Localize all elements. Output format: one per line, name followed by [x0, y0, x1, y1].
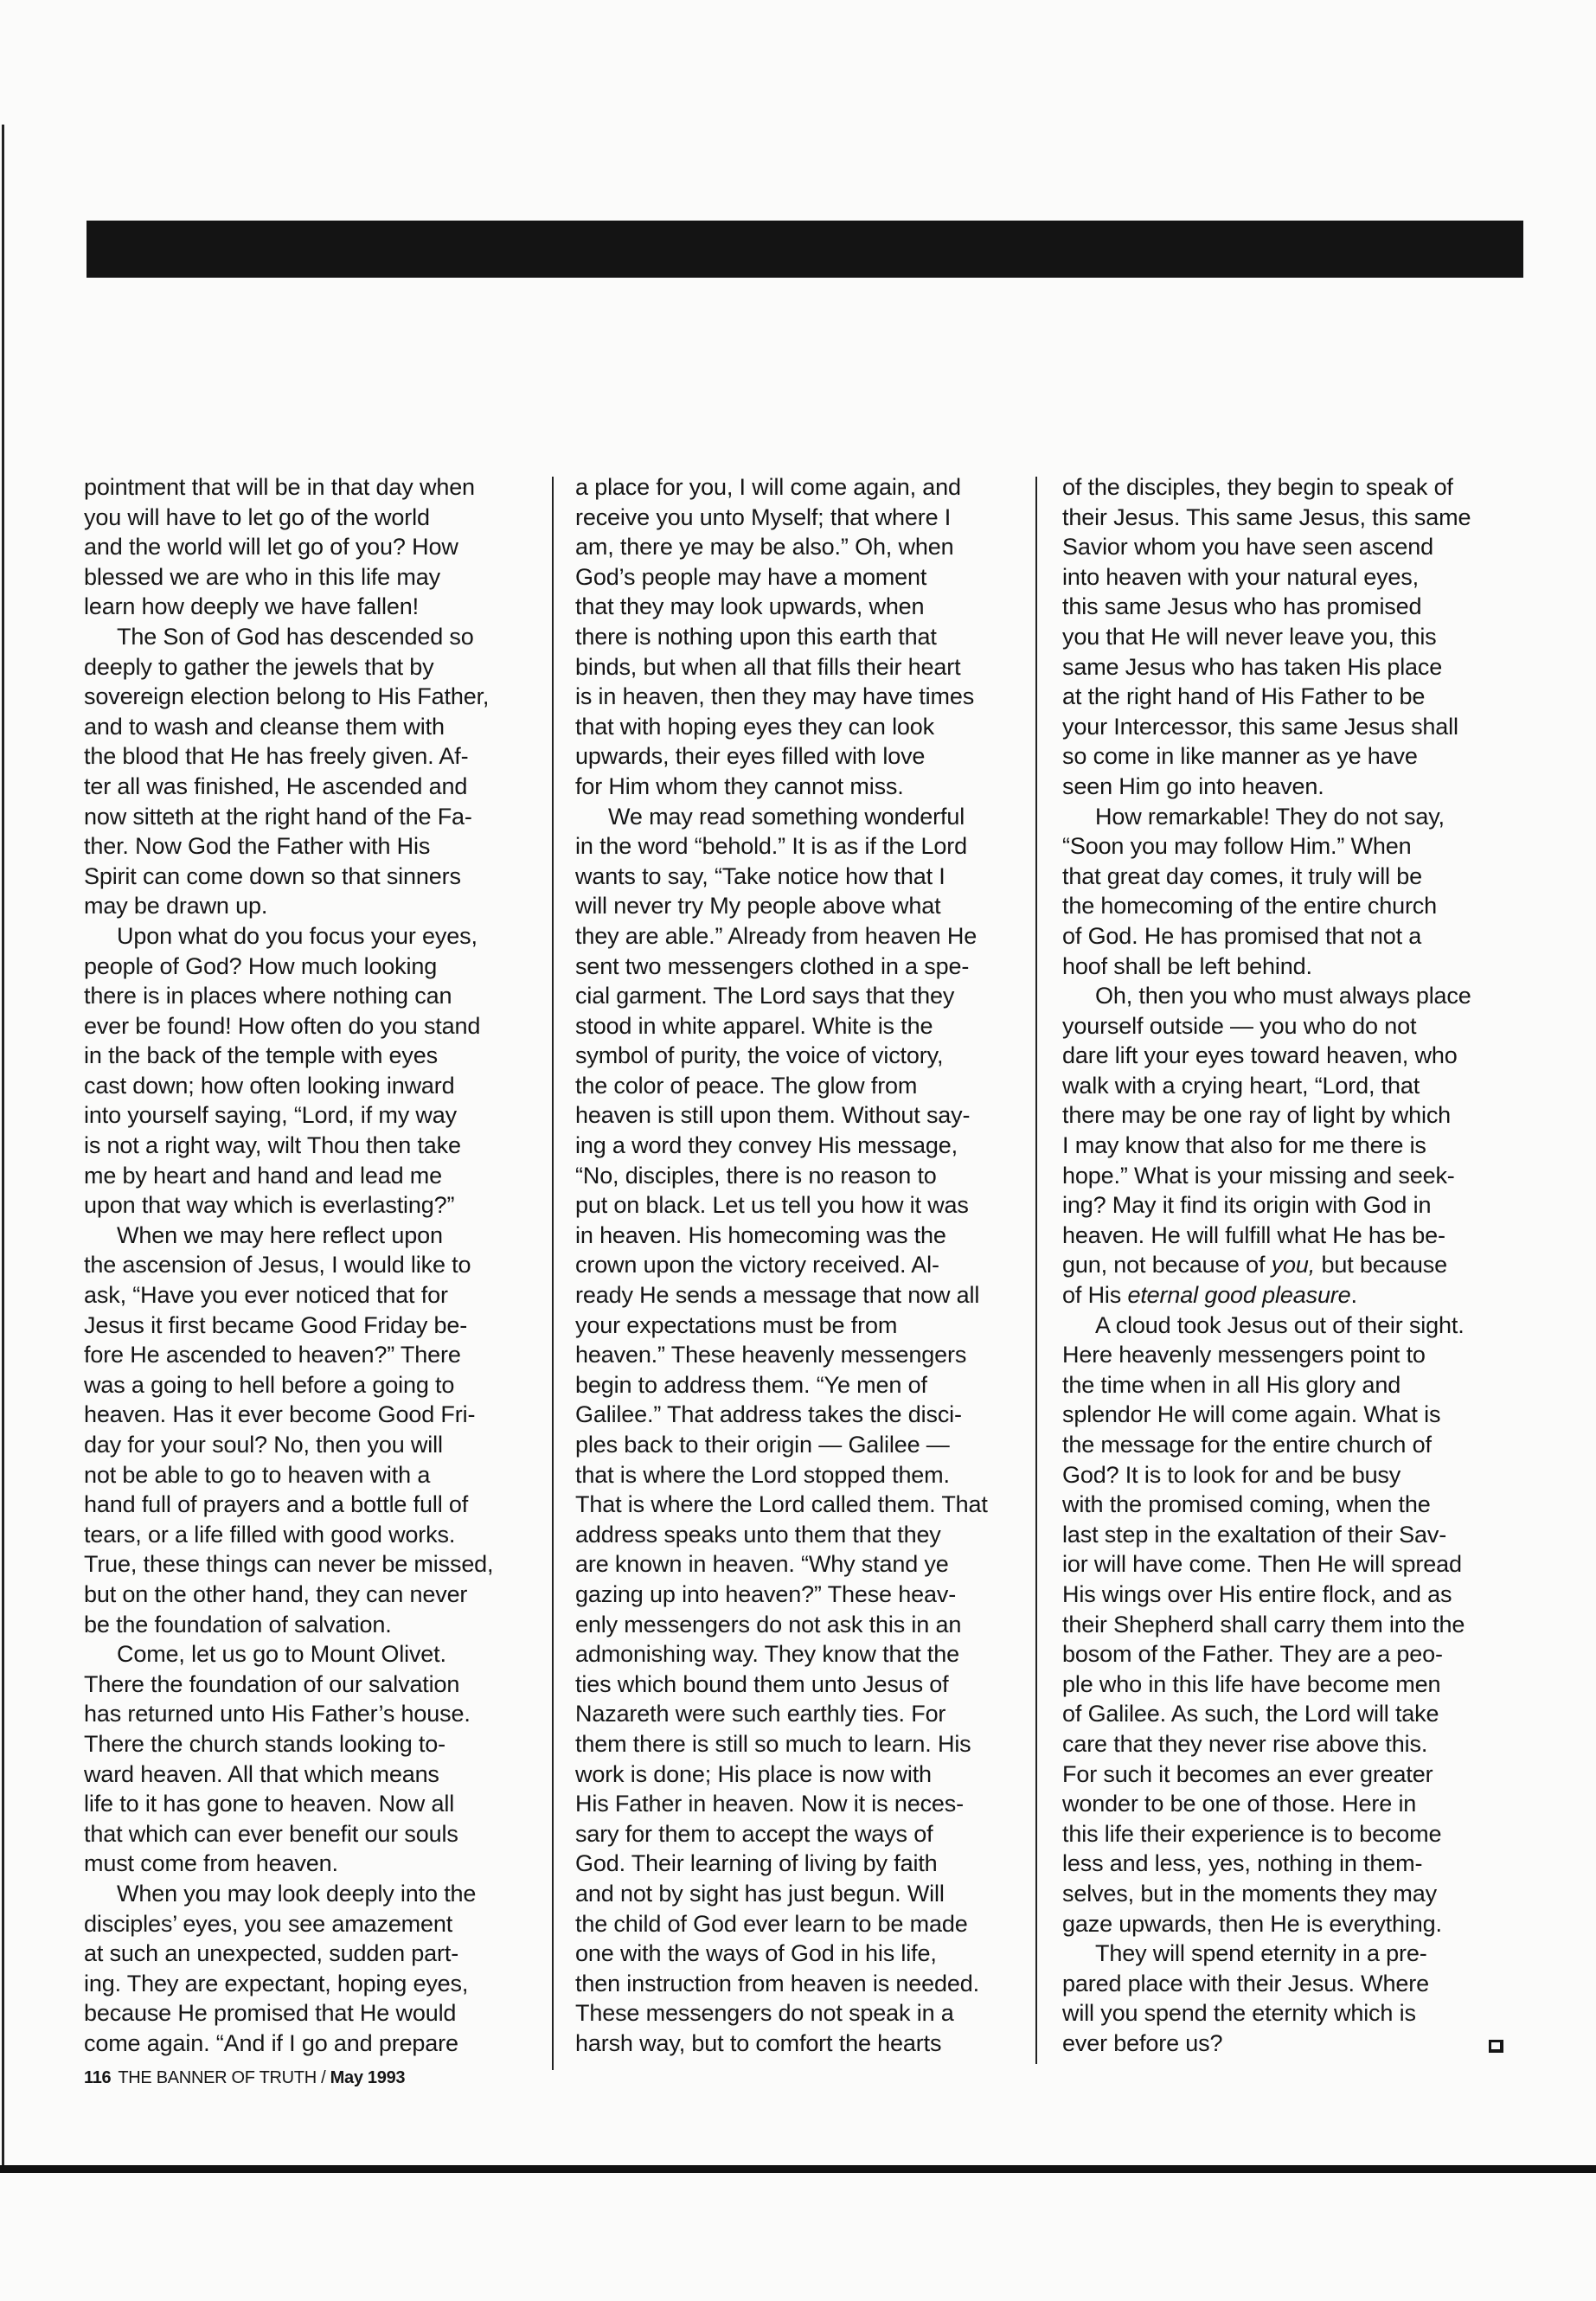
text-line: heaven. He will fulfill what He has be-	[1062, 1221, 1445, 1248]
text-line: God’s people may have a moment	[575, 563, 927, 590]
text-line: your expectations must be from	[575, 1311, 898, 1338]
text-line: selves, but in the moments they may	[1062, 1880, 1437, 1907]
text-line: upon that way which is everlasting?”	[84, 1192, 455, 1219]
text-line: begin to address them. “Ye men of	[575, 1371, 927, 1398]
text-line: pointment that will be in that day when	[84, 474, 475, 500]
text-line: because He promised that He would	[84, 2000, 457, 2027]
text-line: wonder to be one of those. Here in	[1062, 1791, 1417, 1817]
text-line: the child of God ever learn to be made	[575, 1910, 968, 1937]
text-segment: .	[1350, 1282, 1357, 1309]
text-line: one with the ways of God in his life,	[575, 1940, 937, 1967]
text-line: people of God? How much looking	[84, 952, 438, 979]
text-line: must come from heaven.	[84, 1850, 338, 1877]
text-line: this same Jesus who has promised	[1062, 593, 1422, 620]
text-line: symbol of purity, the voice of victory,	[575, 1042, 944, 1069]
text-line: work is done; His place is now with	[575, 1760, 932, 1787]
text-line: ties which bound them unto Jesus of	[575, 1670, 949, 1697]
paragraph	[575, 802, 1042, 2059]
text-line: in heaven. His homecoming was the	[575, 1221, 946, 1248]
text-line: and to wash and cleanse them with	[84, 713, 445, 740]
paragraph	[84, 921, 551, 1221]
text-line: hope.” What is your missing and seek-	[1062, 1162, 1455, 1189]
text-line: but on the other hand, they can never	[84, 1580, 468, 1607]
article-column-1	[84, 472, 551, 2058]
text-line: bosom of the Father. They are a peo-	[1062, 1641, 1443, 1668]
text-line: heaven.” These heavenly messengers	[575, 1342, 967, 1368]
text-line: ples back to their origin — Galilee —	[575, 1432, 950, 1458]
text-line: ready He sends a message that now all	[575, 1282, 980, 1309]
paragraph	[1062, 472, 1529, 802]
text-line: there is nothing upon this earth that	[575, 623, 937, 650]
text-line: blessed we are who in this life may	[84, 563, 440, 590]
text-line: stood in white apparel. White is the	[575, 1012, 933, 1039]
text-line: admonishing way. They know that the	[575, 1641, 960, 1668]
text-line: this life their experience is to become	[1062, 1820, 1442, 1847]
text-line: that with hoping eyes they can look	[575, 713, 935, 740]
text-line: ing a word they convey His message,	[575, 1132, 958, 1159]
text-line: they are able.” Already from heaven He	[575, 922, 977, 949]
text-line: is not a right way, wilt Thou then take	[84, 1132, 461, 1159]
text-line: “No, disciples, there is no reason to	[575, 1162, 937, 1189]
text-line: ing? May it find its origin with God in	[1062, 1192, 1432, 1219]
text-line: was a going to hell before a going to	[84, 1371, 455, 1398]
text-line: God? It is to look for and be busy	[1062, 1461, 1401, 1488]
paragraph	[1062, 802, 1529, 982]
text-line: deeply to gather the jewels that by	[84, 653, 434, 680]
text-line: seen Him go into heaven.	[1062, 772, 1324, 799]
text-line: Nazareth were such earthly ties. For	[575, 1701, 946, 1727]
text-line: day for your soul? No, then you will	[84, 1432, 443, 1458]
text-line: me by heart and hand and lead me	[84, 1162, 442, 1189]
text-line: will you spend the eternity which is	[1062, 2000, 1416, 2027]
paragraph	[1062, 1939, 1529, 2058]
text-line	[1062, 1280, 1529, 1311]
text-line: cial garment. The Lord says that they	[575, 983, 955, 1009]
text-line: ing. They are expectant, hoping eyes,	[84, 1970, 469, 1997]
text-line: will never try My people above what	[575, 893, 941, 920]
text-line: that great day comes, it truly will be	[1062, 862, 1422, 889]
text-line: you will have to let go of the world	[84, 503, 430, 530]
text-line: of Galilee. As such, the Lord will take	[1062, 1701, 1439, 1727]
text-line: with the promised coming, when the	[1062, 1491, 1431, 1518]
article-column-3	[1062, 472, 1529, 2058]
text-line: there may be one ray of light by which	[1062, 1102, 1452, 1129]
text-segment: of His	[1062, 1282, 1128, 1309]
text-line: the color of peace. The glow from	[575, 1072, 918, 1099]
text-line: that they may look upwards, when	[575, 593, 925, 620]
text-line: into yourself saying, “Lord, if my way	[84, 1102, 457, 1129]
text-line: Oh, then you who must always place	[1095, 983, 1471, 1009]
text-line: your Intercessor, this same Jesus shall	[1062, 713, 1458, 740]
paragraph	[84, 1221, 551, 1639]
text-line: We may read something wonderful	[608, 803, 965, 830]
text-line: I may know that also for me there is	[1062, 1132, 1426, 1159]
text-line: His wings over His entire flock, and as	[1062, 1580, 1452, 1607]
paragraph	[1062, 1311, 1529, 1939]
text-line: of God. He has promised that not a	[1062, 922, 1422, 949]
text-line: upwards, their eyes filled with love	[575, 743, 926, 770]
text-line: life to it has gone to heaven. Now all	[84, 1791, 455, 1817]
text-line: a place for you, I will come again, and	[575, 474, 961, 500]
text-line: and not by sight has just begun. Will	[575, 1880, 945, 1907]
text-line: less and less, yes, nothing in them-	[1062, 1850, 1423, 1877]
text-line: tears, or a life filled with good works.	[84, 1521, 456, 1548]
text-line: then instruction from heaven is needed.	[575, 1970, 979, 1997]
text-line: so come in like manner as ye have	[1062, 743, 1418, 770]
paragraph	[575, 472, 1042, 802]
page-bottom-rule	[0, 2165, 1596, 2173]
text-line: splendor He will come again. What is	[1062, 1401, 1441, 1428]
text-line: ever be found! How often do you stand	[84, 1012, 481, 1039]
text-line: Savior whom you have seen ascend	[1062, 534, 1433, 561]
text-line: harsh way, but to comfort the hearts	[575, 2029, 942, 2056]
text-line: Spirit can come down so that sinners	[84, 862, 461, 889]
text-line: When we may here reflect upon	[117, 1221, 443, 1248]
column-divider	[552, 477, 554, 2070]
text-line: ple who in this life have become men	[1062, 1670, 1441, 1697]
text-line: How remarkable! They do not say,	[1095, 803, 1445, 830]
text-line: sent two messengers clothed in a spe-	[575, 952, 970, 979]
text-line: address speaks unto them that they	[575, 1521, 941, 1548]
text-line: the homecoming of the entire church	[1062, 893, 1437, 920]
text-line: put on black. Let us tell you how it was	[575, 1192, 969, 1219]
last-line	[1062, 2029, 1529, 2059]
text-line: Jesus it first became Good Friday be-	[84, 1311, 468, 1338]
text-line: the blood that He has freely given. Af-	[84, 743, 469, 770]
text-line: yourself outside — you who do not	[1062, 1012, 1417, 1039]
text-line: Come, let us go to Mount Olivet.	[117, 1641, 446, 1668]
text-line: walk with a crying heart, “Lord, that	[1062, 1072, 1420, 1099]
page-footer	[84, 2068, 405, 2088]
text-line: There the foundation of our salvation	[84, 1670, 460, 1697]
header-black-bar	[87, 221, 1523, 278]
text-line: They will spend eternity in a pre-	[1095, 1940, 1427, 1967]
text-line: that which can ever benefit our souls	[84, 1820, 458, 1847]
italic-text: you,	[1271, 1252, 1316, 1279]
text-line: The Son of God has descended so	[117, 623, 474, 650]
text-line: cast down; how often looking inward	[84, 1072, 455, 1099]
text-line: dare lift your eyes toward heaven, who	[1062, 1042, 1458, 1069]
text-line: Galilee.” That address takes the disci-	[575, 1401, 962, 1428]
text-line: ther. Now God the Father with His	[84, 833, 431, 860]
text-line: be the foundation of salvation.	[84, 1611, 392, 1638]
text-line: and the world will let go of you? How	[84, 534, 458, 561]
page-left-edge	[2, 125, 4, 2171]
text-line: Here heavenly messengers point to	[1062, 1342, 1426, 1368]
text-line: wants to say, “Take notice how that I	[575, 862, 945, 889]
text-line: pared place with their Jesus. Where	[1062, 1970, 1429, 1997]
text-line: gazing up into heaven?” These heav-	[575, 1580, 957, 1607]
text-line: last step in the exaltation of their Sav-	[1062, 1521, 1447, 1548]
text-line: fore He ascended to heaven?” There	[84, 1342, 461, 1368]
end-of-article-square-icon	[1489, 2040, 1503, 2053]
text-line: now sitteth at the right hand of the Fa-	[84, 803, 472, 830]
article-column-2	[575, 472, 1042, 2058]
text-line: heaven is still upon them. Without say-	[575, 1102, 971, 1129]
text-line: disciples’ eyes, you see amazement	[84, 1910, 453, 1937]
text-line: into heaven with your natural eyes,	[1062, 563, 1419, 590]
text-line: True, these things can never be missed,	[84, 1551, 494, 1578]
text-line: come again. “And if I go and prepare	[84, 2029, 458, 2056]
page-number: 116	[84, 2068, 112, 2087]
column-divider	[1035, 477, 1037, 2064]
text-line: ask, “Have you ever noticed that for	[84, 1282, 448, 1309]
text-line: When you may look deeply into the	[117, 1880, 477, 1907]
text-line: For such it becomes an ever greater	[1062, 1760, 1433, 1787]
text-line: is in heaven, then they may have times	[575, 683, 975, 710]
text-line: enly messengers do not ask this in an	[575, 1611, 962, 1638]
text-line: are known in heaven. “Why stand ye	[575, 1551, 949, 1578]
text-line: A cloud took Jesus out of their sight.	[1095, 1311, 1465, 1338]
text-line: hand full of prayers and a bottle full of	[84, 1491, 469, 1518]
text-line: sary for them to accept the ways of	[575, 1820, 933, 1847]
text-line: not be able to go to heaven with a	[84, 1461, 431, 1488]
text-line: receive you unto Myself; that where I	[575, 503, 952, 530]
text-line: their Jesus. This same Jesus, this same	[1062, 503, 1471, 530]
text-line: for Him whom they cannot miss.	[575, 772, 904, 799]
text-line: These messengers do not speak in a	[575, 2000, 954, 2027]
text-line: same Jesus who has taken His place	[1062, 653, 1443, 680]
text-line: There the church stands looking to-	[84, 1730, 445, 1757]
paragraph	[84, 1879, 551, 2059]
text-line: at such an unexpected, sudden part-	[84, 1940, 459, 1967]
text-line: has returned unto His Father’s house.	[84, 1701, 471, 1727]
text-line: ior will have come. Then He will spread	[1062, 1551, 1462, 1578]
text-line: His Father in heaven. Now it is neces-	[575, 1791, 964, 1817]
text-line: may be drawn up.	[84, 893, 268, 920]
text-line	[1062, 1250, 1529, 1280]
text-line: sovereign election belong to His Father,	[84, 683, 490, 710]
text-line: of the disciples, they begin to speak of	[1062, 474, 1453, 500]
text-line: God. Their learning of living by faith	[575, 1850, 938, 1877]
paragraph	[84, 1639, 551, 1879]
text-line: ter all was finished, He ascended and	[84, 772, 468, 799]
text-line: care that they never rise above this.	[1062, 1730, 1428, 1757]
text-line: the message for the entire church of	[1062, 1432, 1432, 1458]
text-line: am, there ye may be also.” Oh, when	[575, 534, 954, 561]
text-line: the ascension of Jesus, I would like to	[84, 1252, 471, 1279]
text-line: that is where the Lord stopped them.	[575, 1461, 950, 1488]
text-line: learn how deeply we have fallen!	[84, 593, 419, 620]
issue-date: May 1993	[330, 2068, 406, 2087]
text-line: them there is still so much to learn. His	[575, 1730, 971, 1757]
text-line: in the back of the temple with eyes	[84, 1042, 438, 1069]
text-line: in the word “behold.” It is as if the Lord	[575, 833, 967, 860]
paragraph	[84, 622, 551, 921]
text-line: at the right hand of His Father to be	[1062, 683, 1426, 710]
publication-name: THE BANNER OF TRUTH /	[118, 2068, 326, 2087]
text-line: “Soon you may follow Him.” When	[1062, 833, 1412, 860]
text-line: heaven. Has it ever become Good Fri-	[84, 1401, 476, 1428]
text-line: the time when in all His glory and	[1062, 1371, 1401, 1398]
text-line: ever before us?	[1062, 2029, 1223, 2056]
text-line: Upon what do you focus your eyes,	[117, 922, 478, 949]
text-segment: but because	[1315, 1252, 1447, 1279]
italic-text: eternal good pleasure	[1127, 1282, 1351, 1309]
text-line: That is where the Lord called them. That	[575, 1491, 988, 1518]
text-line: binds, but when all that fills their heart	[575, 653, 961, 680]
paragraph	[84, 472, 551, 622]
text-line: their Shepherd shall carry them into the	[1062, 1611, 1465, 1638]
text-line: crown upon the victory received. Al-	[575, 1252, 939, 1279]
text-line: there is in places where nothing can	[84, 983, 452, 1009]
text-line: ward heaven. All that which means	[84, 1760, 439, 1787]
text-line: gaze upwards, then He is everything.	[1062, 1910, 1442, 1937]
text-line: hoof shall be left behind.	[1062, 952, 1312, 979]
text-segment: gun, not because of	[1062, 1252, 1272, 1279]
text-line: you that He will never leave you, this	[1062, 623, 1437, 650]
paragraph	[1062, 981, 1529, 1311]
